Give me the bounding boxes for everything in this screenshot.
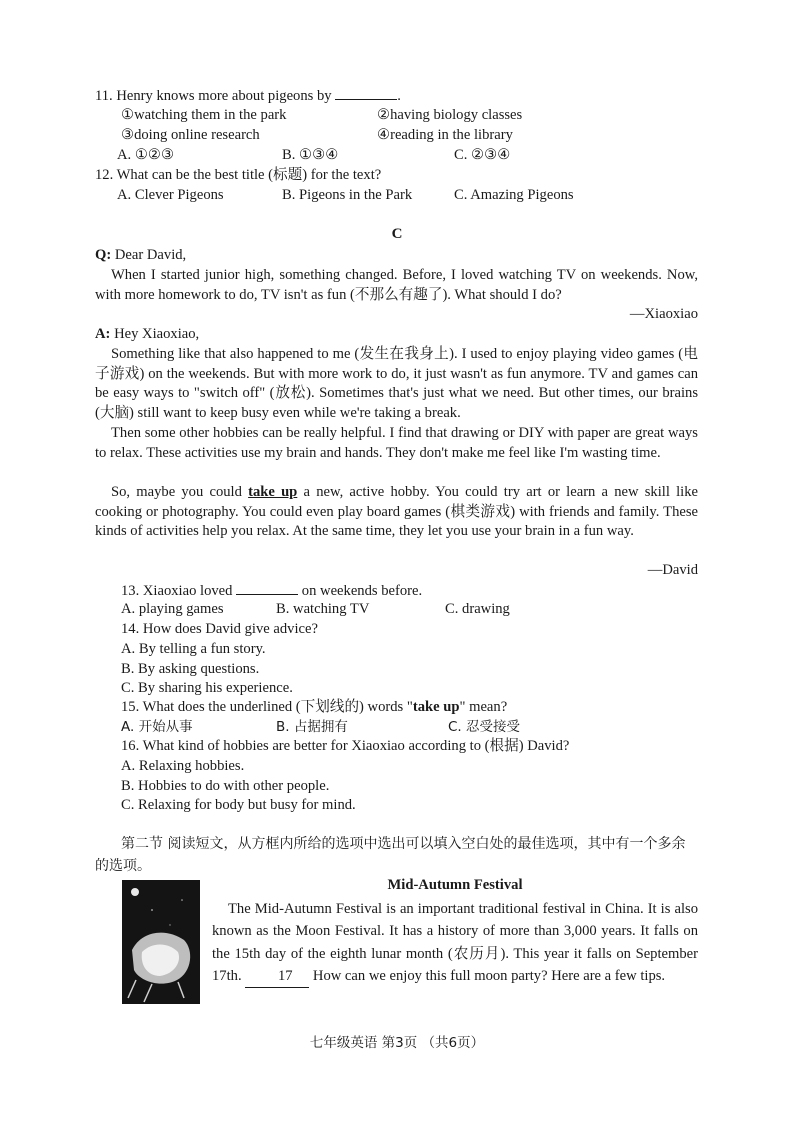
letter-a-label: A: (95, 326, 111, 342)
letter-q-header (95, 246, 186, 266)
part-2-instruction: 第二节 阅读短文，从方框内所给的选项中选出可以填入空白处的最佳选项，其中有一个多余的选项。 (95, 836, 686, 874)
festival-moon-image (122, 880, 200, 1004)
q11-choice-a[interactable]: A. ①②③ (117, 147, 175, 163)
q11-option-4: ④reading in the library (377, 127, 513, 143)
q16-choice-c[interactable]: C. Relaxing for body but busy for mind. (121, 797, 356, 813)
festival-passage: The Mid-Autumn Festival is an important traditional festival in China. It is also known as the Moon Festival. It has a history of more than 3,000 years. It falls on the 15th day of the eighth lunar month (农历月). This year it falls on September 17th. 17 How can we enjoy this full moon party? Here are a few tips. (212, 898, 698, 988)
letter-q-label: Q: (95, 247, 112, 263)
q16-stem: 16. What kind of hobbies are better for Xiaoxiao according to (根据) David? (121, 738, 570, 754)
letter-a-paragraph-3: So, maybe you could take up a new, active hobby. You could try art or learn a new skill like cooking or photography. You could even play board games (棋类游戏) with friends and family. These kinds of activities help you relax. At the same time, they let you use your brain in a fun way. (95, 484, 698, 540)
q12-choice-b[interactable]: B. Pigeons in the Park (282, 187, 413, 203)
q14-choice-c[interactable]: C. By sharing his experience. (121, 680, 293, 696)
section-c-heading: C (391, 226, 403, 242)
q15-choice-b[interactable]: B. 占据拥有 (276, 719, 348, 735)
q13-blank[interactable] (236, 581, 298, 595)
letter-q-signature: —Xiaoxiao (629, 306, 698, 322)
q13-choice-b[interactable]: B. watching TV (276, 601, 370, 617)
q13-choice-c[interactable]: C. drawing (445, 601, 510, 617)
letter-a-greeting: Hey Xiaoxiao, (114, 326, 200, 342)
take-up-phrase: take up (248, 484, 298, 500)
q12-stem: 12. What can be the best title (标题) for the text? (95, 167, 382, 183)
q11-option-2: ②having biology classes (377, 107, 523, 123)
letter-a-signature: —David (647, 562, 698, 578)
q15-choice-c[interactable]: C. 忍受接受 (448, 719, 521, 735)
q14-stem: 14. How does David give advice? (121, 621, 318, 637)
q11-option-3: ③doing online research (121, 127, 260, 143)
q11-stem: 11. Henry knows more about pigeons by (95, 88, 332, 104)
letter-q-greeting: Dear David, (114, 247, 187, 263)
q15-choice-a[interactable]: A. 开始从事 (121, 719, 193, 735)
letter-a-paragraph-2: Then some other hobbies can be really helpful. I find that drawing or DIY with paper are great ways to relax. These activities use my brain and hands. They don't make me feel like I'm wasting time. (95, 425, 698, 461)
q15-stem: 15. What does the underlined (下划线的) words "take up" mean? (121, 699, 508, 715)
blank-17[interactable]: 17 (245, 965, 309, 988)
festival-title: Mid-Autumn Festival (387, 877, 523, 893)
letter-a-paragraph-1: Something like that also happened to me (发生在我身上). I used to enjoy playing video games (电子游戏) on the weekends. But with more work to do, it just wasn't as fun anymore. TV and games can be easy ways to "switch off" (放松). Sometimes that's just what we need. But other times, our brains (大脑) still want to keep busy even while we're taking a break. (95, 346, 698, 421)
q11-blank[interactable] (335, 86, 397, 100)
letter-a-header (95, 325, 199, 345)
question-11: 11. Henry knows more about pigeons by . (95, 88, 401, 104)
moon-illustration (122, 880, 200, 1004)
q14-choice-a[interactable]: A. By telling a fun story. (121, 641, 266, 657)
q13-choice-a[interactable]: A. playing games (121, 601, 224, 617)
q16-choice-b[interactable]: B. Hobbies to do with other people. (121, 778, 330, 794)
q11-choice-c[interactable]: C. ②③④ (454, 147, 511, 163)
page-footer: 七年级英语 第3页 （共6页） (309, 1035, 485, 1051)
q13-stem: 13. Xiaoxiao loved on weekends before. (121, 583, 423, 599)
q14-choice-b[interactable]: B. By asking questions. (121, 661, 260, 677)
letter-q-body: When I started junior high, something changed. Before, I loved watching TV on weekends. Now, with more homework to do, TV isn't as fun (不那么有趣了). What should I do? (95, 267, 698, 303)
q16-choice-a[interactable]: A. Relaxing hobbies. (121, 758, 245, 774)
q12-choice-a[interactable]: A. Clever Pigeons (117, 187, 224, 203)
q12-choice-c[interactable]: C. Amazing Pigeons (454, 187, 574, 203)
q11-choice-b[interactable]: B. ①③④ (282, 147, 339, 163)
q11-option-1: ①watching them in the park (121, 107, 287, 123)
